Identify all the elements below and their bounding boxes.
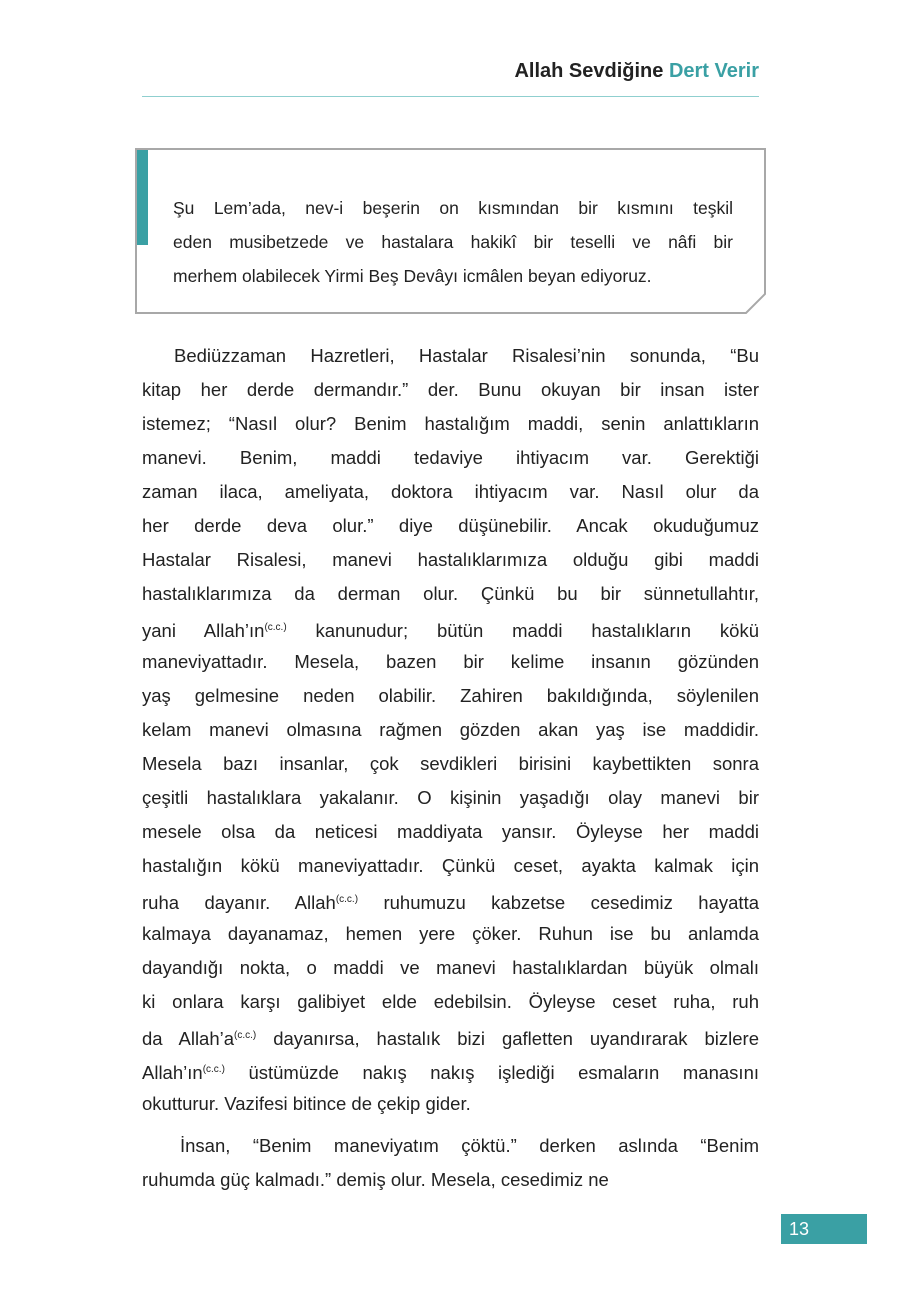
text-line: Mesela bazı insanlar, çok sevdikleri birisini kaybettikten sonra xyxy=(142,753,759,774)
text-line: Hastalar Risalesi, manevi hastalıklarımıza olduğu gibi maddi xyxy=(142,549,759,570)
text-line: ruha dayanır. Allah$^{(c.c.)}$ ruhumuzu kabzetse cesedimiz hayatta xyxy=(142,892,759,914)
honorific-superscript: (c.c.) xyxy=(234,1030,257,1041)
honorific-superscript: (c.c.) xyxy=(335,894,359,905)
text-line: İnsan, “Benim maneviyatım çöktü.” derken aslında “Benim xyxy=(180,1135,759,1156)
header-title-accent: Dert Verir xyxy=(668,60,759,82)
text-line: ki onlara karşı galibiyet elde edebilsin. Öyleyse ceset ruha, ruh xyxy=(142,991,759,1012)
quote-line: Şu Lem’ada, nev-i beşerin on kısmından bir kısmını teşkil xyxy=(173,198,733,218)
quote-box xyxy=(135,148,766,314)
text-line: dayandığı nokta, o maddi ve manevi hastalıklardan büyük olmalı xyxy=(142,957,759,978)
page-number: 13 xyxy=(781,1214,867,1244)
header-title-dark: Allah Sevdiğine xyxy=(514,60,664,82)
text-line: okutturur. Vazifesi bitince de çekip gider. xyxy=(142,1093,471,1114)
text-line: mesele olsa da neticesi maddiyata yansır. Öyleyse her maddi xyxy=(142,821,759,842)
honorific-superscript: (c.c.) xyxy=(264,622,287,633)
text-line: hastalıklarımıza da derman olur. Çünkü bu bir sünnetullahtır, xyxy=(142,583,759,604)
text-line: $Allah’ın^{(c.c.)}$ üstümüzde nakış nakış işlediği esmaların manasını xyxy=(142,1062,759,1084)
paragraph-2 xyxy=(142,1129,759,1197)
quote-line: merhem olabilecek Yirmi Beş Devâyı icmâlen beyan ediyoruz. xyxy=(173,266,652,286)
text-line: Bediüzzaman Hazretleri, Hastalar Risalesi’nin sonunda, “Bu xyxy=(174,345,759,366)
quote-accent-bar xyxy=(137,150,148,245)
honorific-superscript: (c.c.) xyxy=(202,1064,225,1075)
text-line: manevi. Benim, maddi tedaviye ihtiyacım var. Gerektiği xyxy=(142,447,759,468)
text-line: kitap her derde dermandır.” der. Bunu okuyan bir insan ister xyxy=(142,379,759,400)
text-line: ruhumda güç kalmadı.” demiş olur. Mesela, cesedimiz ne xyxy=(142,1169,609,1190)
text-line: yaş gelmesine neden olabilir. Zahiren bakıldığında, söylenilen xyxy=(142,685,759,706)
text-line: her derde deva olur.” diye düşünebilir. Ancak okuduğumuz xyxy=(142,515,759,536)
text-line: maneviyattadır. Mesela, bazen bir kelime insanın gözünden xyxy=(142,651,759,672)
running-header xyxy=(142,60,759,83)
text-line: istemez; “Nasıl olur? Benim hastalığım maddi, senin anlattıkların xyxy=(142,413,759,434)
text-line: zaman ilaca, ameliyata, doktora ihtiyacım var. Nasıl olur da xyxy=(142,481,759,502)
paragraph-1 xyxy=(142,339,759,1121)
quote-line: eden musibetzede ve hastalara hakikî bir teselli ve nâfi bir xyxy=(173,232,733,252)
body-text xyxy=(142,339,759,1205)
text-line: hastalığın kökü maneviyattadır. Çünkü ceset, ayakta kalmak için xyxy=(142,855,759,876)
text-line: kalmaya dayanamaz, hemen yere çöker. Ruhun ise bu anlamda xyxy=(142,923,759,944)
text-line: da $Allah’a^{(c.c.)}$ dayanırsa, hastalık bizi gafletten uyandırarak bizlere xyxy=(142,1028,760,1050)
header-divider xyxy=(142,96,759,97)
text-line: yani $Allah’ın^{(c.c.)}$ kanunudur; bütün maddi hastalıkların kökü xyxy=(142,620,760,642)
quote-text xyxy=(173,191,733,293)
text-line: kelam manevi olmasına rağmen gözden akan yaş ise maddidir. xyxy=(142,719,759,740)
text-line: çeşitli hastalıklara yakalanır. O kişinin yaşadığı olay manevi bir xyxy=(142,787,759,808)
